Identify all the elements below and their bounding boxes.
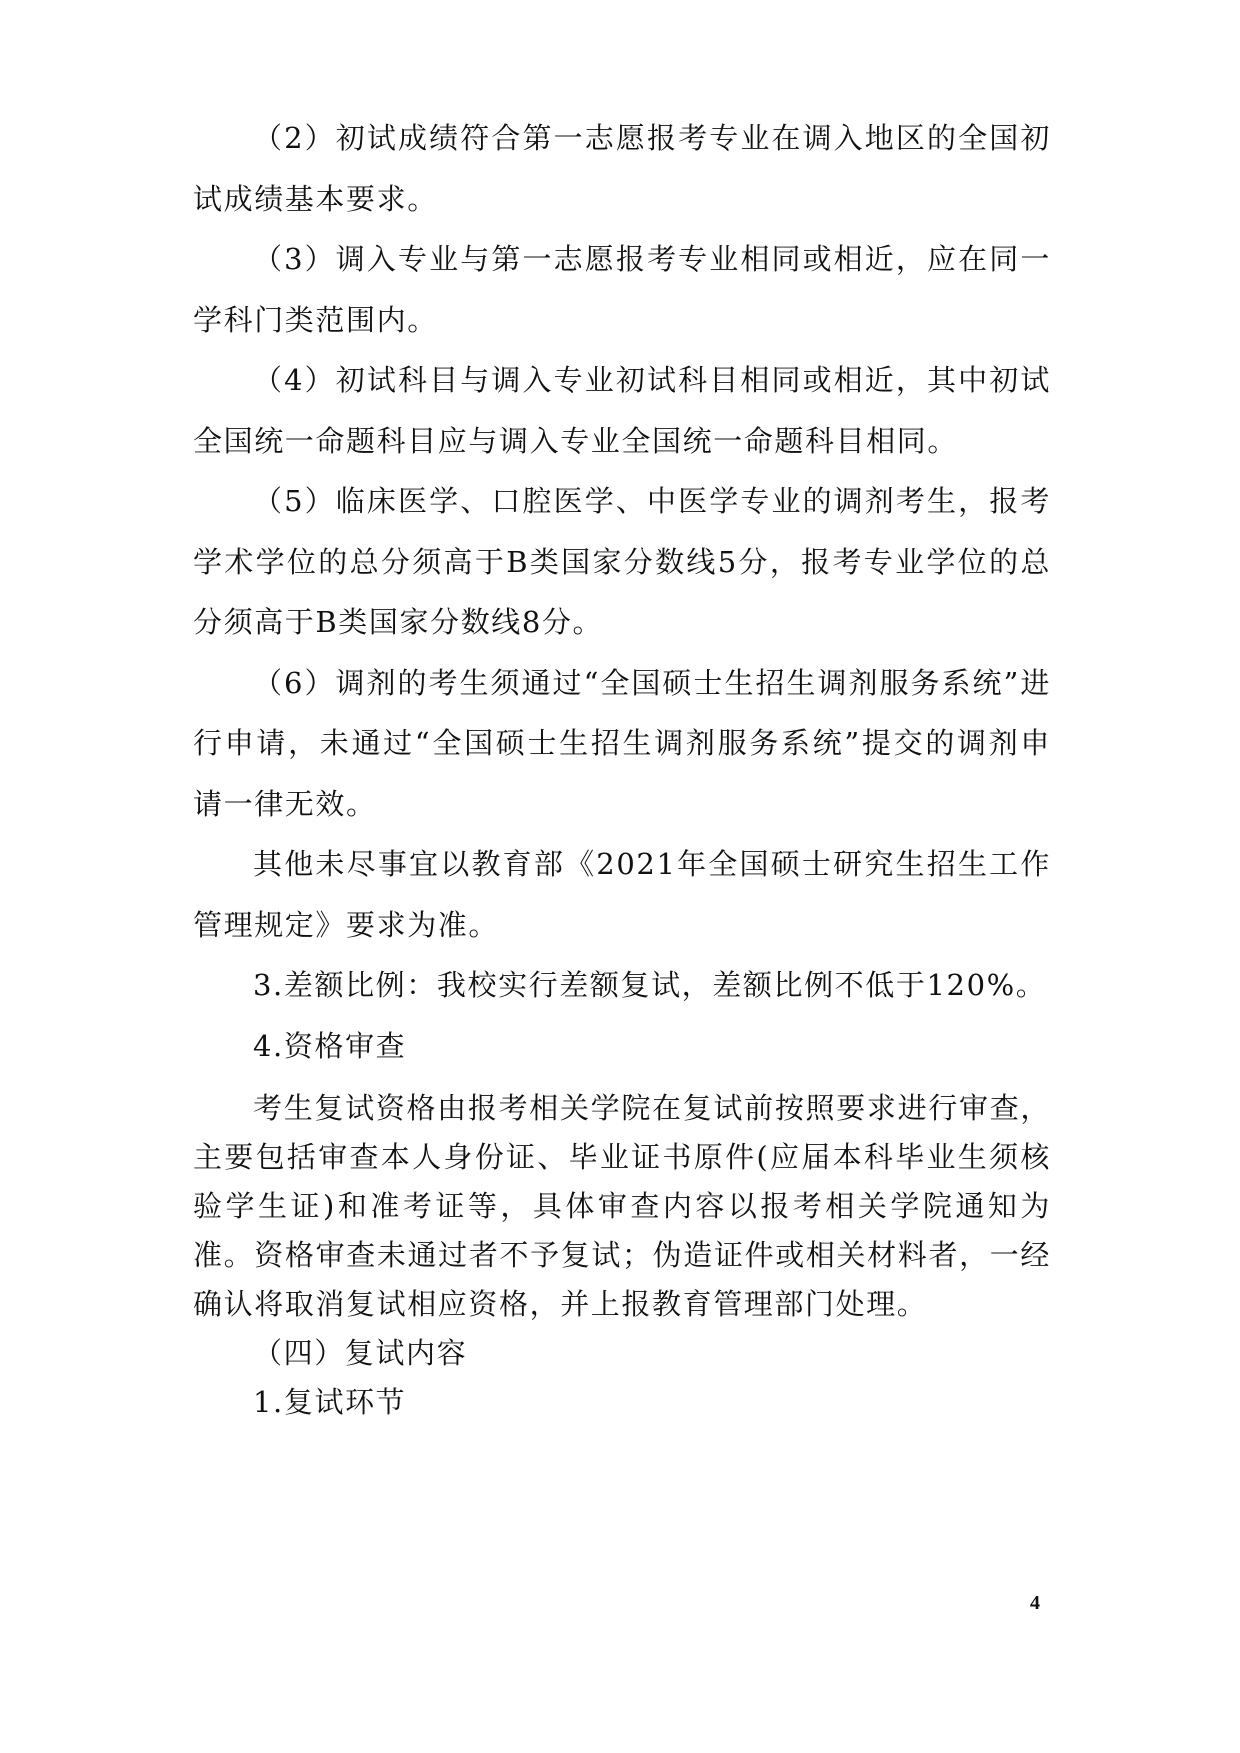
- document-body: [193, 108, 1051, 1427]
- page-number: 4: [1030, 1592, 1040, 1614]
- paragraph-criterion-4: （4）初试科目与调入专业初试科目相同或相近，其中初试全国统一命题科目应与调入专业全国统一命题科目相同。: [193, 363, 1051, 458]
- paragraph-criterion-2: （2）初试成绩符合第一志愿报考专业在调入地区的全国初试成绩基本要求。: [193, 121, 1051, 216]
- paragraph-criterion-6: （6）调剂的考生须通过“全国硕士生招生调剂服务系统”进行申请，未通过“全国硕士生招生调剂服务系统”提交的调剂申请一律无效。: [193, 665, 1051, 821]
- paragraph-difference-ratio: 3.差额比例：我校实行差额复试，差额比例不低于120%。: [253, 968, 1047, 1002]
- paragraph-criterion-3: （3）调入专业与第一志愿报考专业相同或相近，应在同一学科门类范围内。: [193, 242, 1051, 337]
- heading-retest-content: （四）复试内容: [253, 1336, 468, 1370]
- paragraph-qualification-review: 考生复试资格由报考相关学院在复试前按照要求进行审查，主要包括审查本人身份证、毕业证书原件(应届本科毕业生须核验学生证)和准考证等，具体审查内容以报考相关学院通知为准。资格审查未通过者不予复试；伪造证件或相关材料者，一经确认将取消复试相应资格，并上报教育管理部门处理。: [193, 1091, 1051, 1321]
- paragraph-criterion-5: （5）临床医学、口腔医学、中医学专业的调剂考生，报考学术学位的总分须高于B类国家分数线5分，报考专业学位的总分须高于B类国家分数线8分。: [193, 484, 1051, 639]
- heading-retest-steps: 1.复试环节: [253, 1385, 407, 1419]
- paragraph-other-matters: 其他未尽事宜以教育部《2021年全国硕士研究生招生工作管理规定》要求为准。: [193, 847, 1051, 942]
- heading-qualification-review: 4.资格审查: [253, 1028, 407, 1063]
